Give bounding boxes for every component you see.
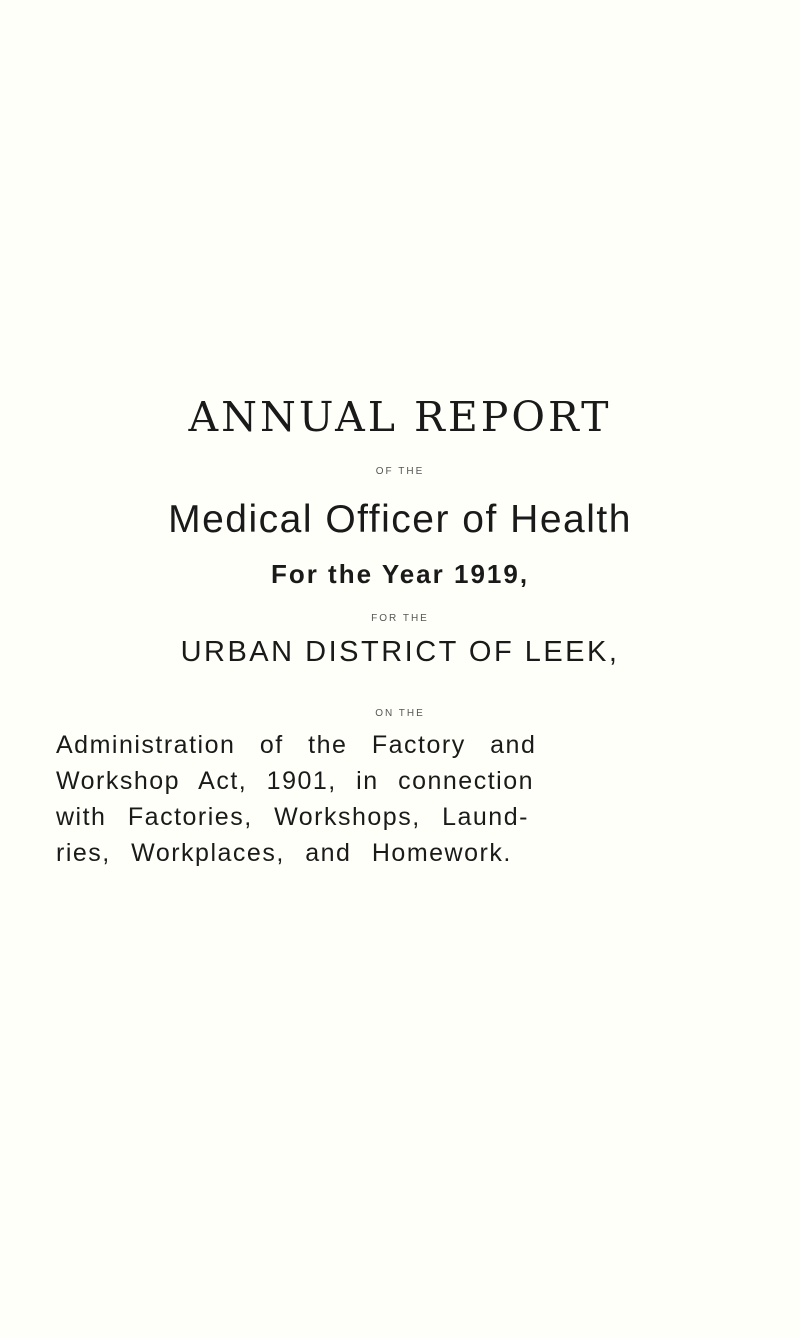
of-the-connector: OF THE: [375, 466, 425, 477]
report-year: For the Year 1919,: [270, 559, 530, 589]
district-name: URBAN DISTRICT OF LEEK,: [180, 636, 620, 668]
on-the-connector: ON THE: [375, 708, 425, 719]
subject-line-3: with Factories, Workshops, Laund-: [56, 803, 529, 831]
subject-line-4: ries, Workplaces, and Homework.: [56, 839, 512, 867]
subject-line-2: Workshop Act, 1901, in connection: [56, 767, 534, 795]
subject-line-1: Administration of the Factory and: [56, 731, 537, 759]
for-the-connector: FOR THE: [371, 613, 429, 624]
report-title: ANNUAL REPORT: [188, 393, 612, 441]
officer-title: Medical Officer of Health: [168, 498, 632, 541]
